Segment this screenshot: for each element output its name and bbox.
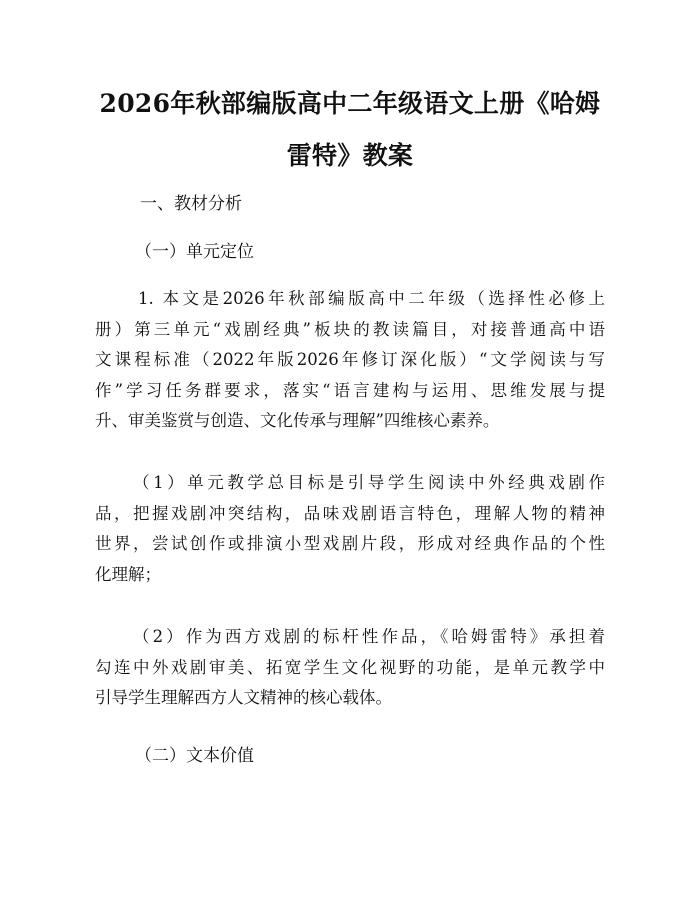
paragraph-line: 作”学习任务群要求，落实“语言建构与运用、思维发展与提 <box>95 380 605 400</box>
document-title-line-2: 雷特》教案 <box>286 141 414 170</box>
document-title-line-1: 2026年秋部编版高中二年级语文上册《哈姆 <box>99 89 601 118</box>
paragraph-line: 世界，尝试创作或排演小型戏剧片段，形成对经典作品的个性 <box>95 534 605 553</box>
paragraph-line: 册）第三单元“戏剧经典”板块的教读篇目，对接普通高中语 <box>95 319 605 339</box>
paragraph-line: （2）作为西方戏剧的标杆性作品，《哈姆雷特》承担着 <box>133 627 605 646</box>
paragraph-unit-overview <box>95 284 605 437</box>
paragraph-line: 引导学生理解西方人文精神的核心载体。 <box>95 688 392 707</box>
paragraph-line: 化理解； <box>95 564 161 584</box>
subsection-heading-text-value: （二）文本价值 <box>135 746 254 766</box>
paragraph-line: 品，把握戏剧冲突结构，品味戏剧语言特色，理解人物的精神 <box>95 503 605 523</box>
paragraph-hamlet-role <box>95 622 605 714</box>
paragraph-unit-goal <box>95 468 605 590</box>
paragraph-line: 文课程标准（2022年版2026年修订深化版）“文学阅读与写 <box>95 350 605 369</box>
paragraph-line: 升、审美鉴赏与创造、文化传承与理解”四维核心素养。 <box>95 411 500 430</box>
subsection-heading-unit-positioning: （一）单元定位 <box>135 242 254 262</box>
paragraph-line: 勾连中外戏剧审美、拓宽学生文化视野的功能，是单元教学中 <box>95 657 605 677</box>
paragraph-line: （1）单元教学总目标是引导学生阅读中外经典戏剧作 <box>133 473 605 492</box>
paragraph-line: 1. 本文是2026年秋部编版高中二年级（选择性必修上 <box>138 289 605 308</box>
section-heading-teaching-material-analysis: 一、教材分析 <box>140 194 242 214</box>
